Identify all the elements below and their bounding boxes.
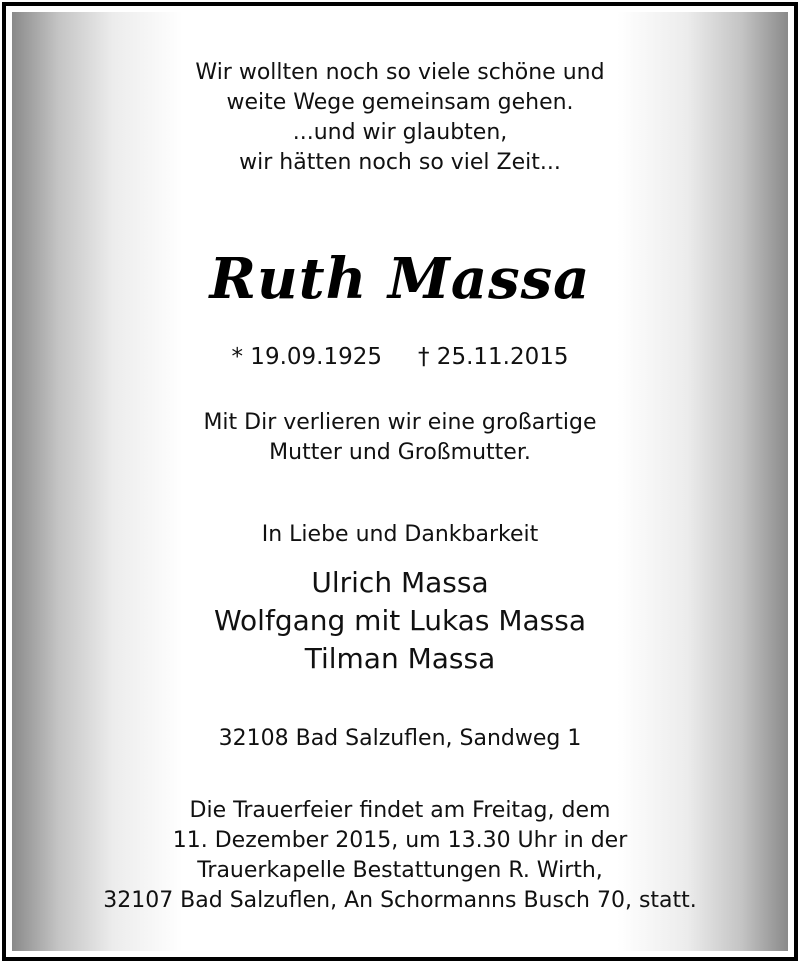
tribute-text (12, 408, 788, 468)
poem-line: weite Wege gemeinsam gehen. (226, 90, 574, 115)
funeral-line: Die Trauerfeier findet am Freitag, dem (189, 798, 611, 823)
obituary-frame (2, 2, 798, 961)
mourners-list (12, 564, 788, 678)
death-date: † 25.11.2015 (418, 344, 569, 370)
deceased-name: Ruth Massa (209, 246, 591, 312)
tribute-line: Mit Dir verlieren wir eine großartige (203, 410, 597, 435)
mourner-name: Ulrich Massa (311, 566, 489, 599)
poem-line: Wir wollten noch so viele schöne und (195, 60, 605, 85)
thanks-line: In Liebe und Dankbarkeit (261, 522, 539, 547)
family-address: 32108 Bad Salzuflen, Sandweg 1 (218, 726, 582, 751)
life-dates (12, 342, 788, 372)
tribute-line: Mutter und Großmutter. (269, 440, 531, 465)
funeral-line: 32107 Bad Salzuflen, An Schormanns Busch 70, statt. (103, 888, 697, 913)
poem-line: ...und wir glaubten, (292, 120, 508, 145)
obituary-content (12, 12, 788, 951)
funeral-line: Trauerkapelle Bestattungen R. Wirth, (197, 858, 603, 883)
obituary-background (12, 12, 788, 951)
poem-line: wir hätten noch so viel Zeit... (239, 150, 561, 175)
funeral-notice (12, 796, 788, 916)
poem (12, 58, 788, 178)
funeral-line: 11. Dezember 2015, um 13.30 Uhr in der (172, 828, 628, 853)
birth-date: * 19.09.1925 (231, 344, 382, 370)
mourner-name: Wolfgang mit Lukas Massa (214, 604, 586, 637)
mourner-name: Tilman Massa (304, 642, 496, 675)
